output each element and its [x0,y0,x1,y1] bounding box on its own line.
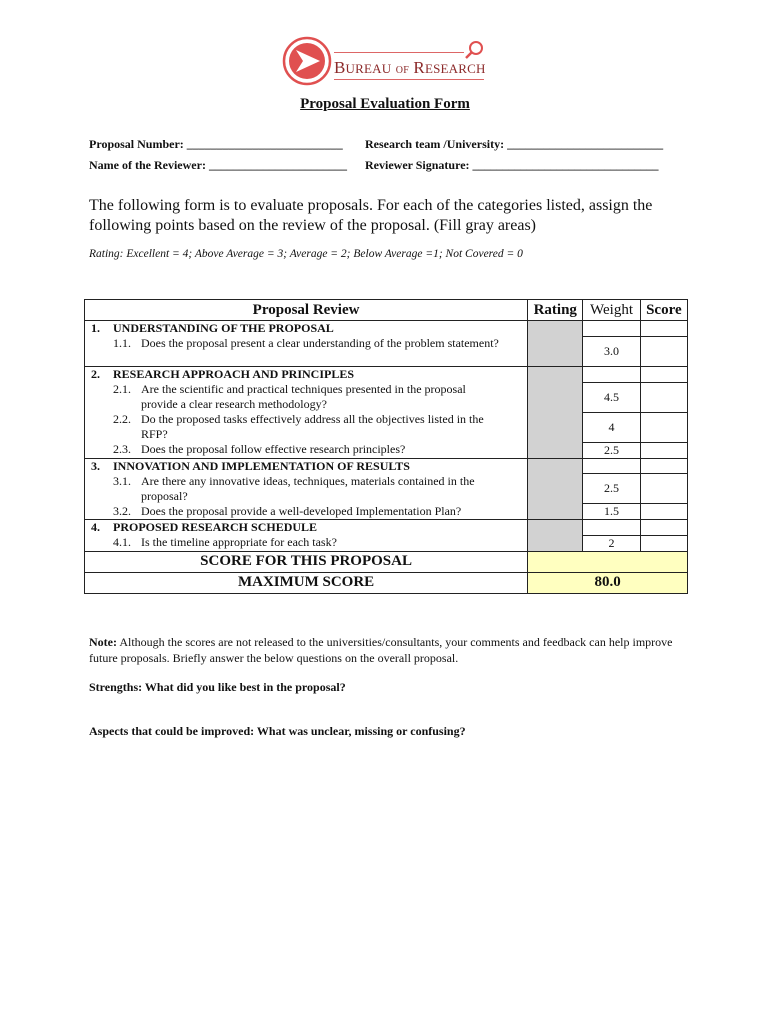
strengths-question: Strengths: What did you like best in the proposal? [89,680,346,694]
score-cell[interactable] [640,336,687,367]
section-row: 2. RESEARCH APPROACH AND PRINCIPLES [85,367,688,383]
logo-seal-icon [282,36,332,86]
logo-rule-top [334,52,464,53]
table-row: 2.2. Do the proposed tasks effectively address all the objectives listed in the RFP? 4 [85,412,688,442]
max-score-row [85,572,688,593]
score-cell[interactable] [640,474,687,504]
weight-value: 3.0 [583,336,640,367]
table-header-row [85,300,688,321]
note-paragraph: Note: Although the scores are not released to the universities/consultants, your comments and feedback can help improve future proposals. Briefly answer the below questions on the overall proposal. [89,635,673,665]
research-team-field[interactable]: Research team /University: __________________________ [365,137,664,151]
score-cell[interactable] [640,535,687,551]
score-label: SCORE FOR THIS PROPOSAL [85,551,528,572]
weight-value: 2.5 [583,474,640,504]
score-total-field[interactable] [528,551,688,572]
logo-rule-bottom [334,79,484,80]
table-row: 2.1. Are the scientific and practical techniques presented in the proposal provide a clear research methodology? 4.5 [85,382,688,412]
proposal-review-table [84,299,688,594]
score-cell[interactable] [640,382,687,412]
score-cell[interactable] [640,504,687,520]
proposal-number-field[interactable]: Proposal Number: __________________________ [89,137,343,151]
improve-question: Aspects that could be improved: What was unclear, missing or confusing? [89,724,466,738]
rating-input[interactable] [528,321,583,367]
table-row: 3.1. Are there any innovative ideas, techniques, materials contained in the proposal? 2.5 [85,474,688,504]
section-row: 4. PROPOSED RESEARCH SCHEDULE [85,520,688,536]
section-row: 1. UNDERSTANDING OF THE PROPOSAL [85,321,688,337]
rating-input[interactable] [528,520,583,552]
intro-paragraph: The following form is to evaluate proposals. For each of the categories listed, assign the following points based on the review of the proposal. (Fill gray areas) [89,197,653,234]
section-row: 3. INNOVATION AND IMPLEMENTATION OF RESULTS [85,458,688,474]
form-title: Proposal Evaluation Form [300,96,470,112]
rating-key: Rating: Excellent = 4; Above Average = 3; Average = 2; Below Average =1; Not Covered = 0 [89,248,523,260]
section-title: RESEARCH APPROACH AND PRINCIPLES [113,367,355,381]
table-row: 1.1. Does the proposal present a clear understanding of the problem statement? 3.0 [85,336,688,367]
weight-value: 1.5 [583,504,640,520]
weight-value: 4 [583,412,640,442]
rating-input[interactable] [528,458,583,520]
weight-value: 2 [583,535,640,551]
score-cell[interactable] [640,442,687,458]
max-score-label: MAXIMUM SCORE [85,572,528,593]
header-proposal-review: Proposal Review [85,300,528,321]
bureau-of-research-logo [282,36,492,90]
table-row: 2.3. Does the proposal follow effective research principles? 2.5 [85,442,688,458]
logo-text: BUREAU OF RESEARCH [334,58,486,77]
rating-input[interactable] [528,367,583,459]
table-row: 3.2. Does the proposal provide a well-developed Implementation Plan? 1.5 [85,504,688,520]
header-score: Score [640,300,687,321]
weight-value: 2.5 [583,442,640,458]
magnifier-icon [464,39,486,61]
section-title: PROPOSED RESEARCH SCHEDULE [113,520,318,534]
section-title: INNOVATION AND IMPLEMENTATION OF RESULTS [113,458,410,473]
header-weight: Weight [583,300,640,321]
table-row: 4.1. Is the timeline appropriate for each task? 2 [85,535,688,551]
max-score-value: 80.0 [528,572,688,593]
section-title: UNDERSTANDING OF THE PROPOSAL [113,321,334,335]
score-cell[interactable] [640,412,687,442]
reviewer-name-field[interactable]: Name of the Reviewer: _______________________ [89,158,347,172]
weight-value: 4.5 [583,382,640,412]
reviewer-signature-field[interactable]: Reviewer Signature: _______________________________ [365,158,659,172]
header-rating: Rating [528,300,583,321]
score-total-row [85,551,688,572]
